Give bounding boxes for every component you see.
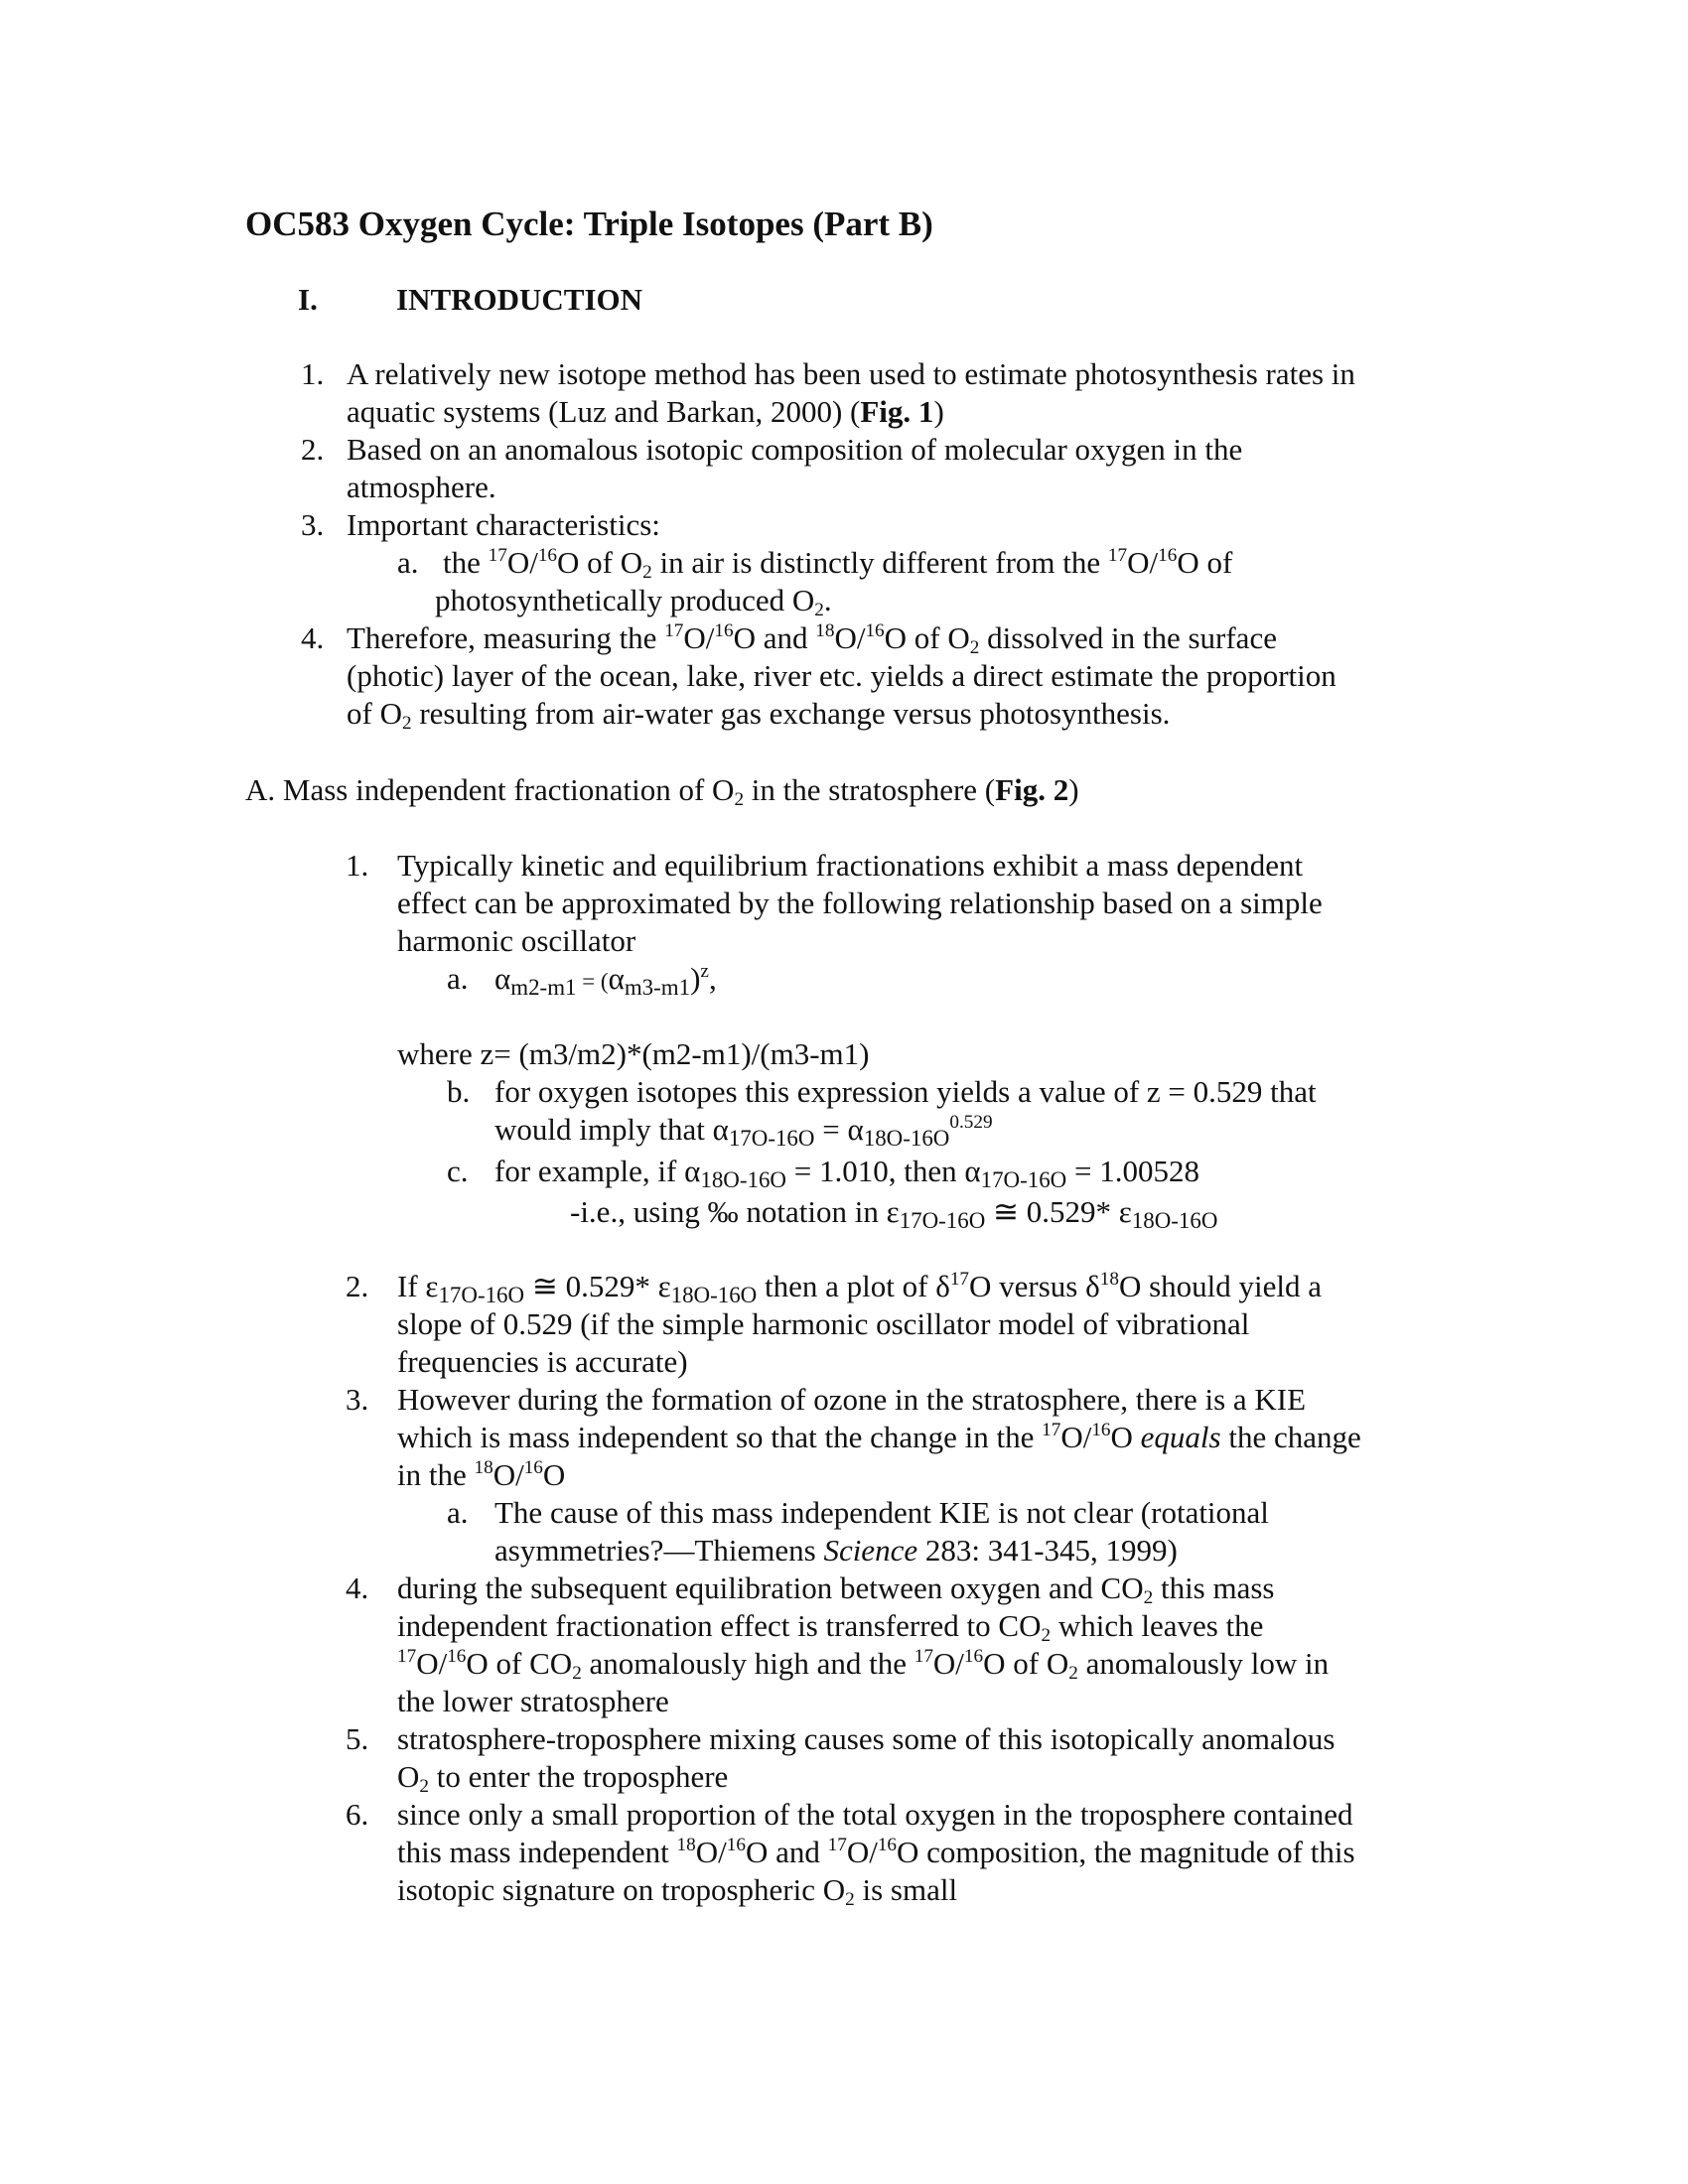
list-subitem: the $^{17}$O/$^{16}$O of $O_2$ in air is distinctly different from the $^{17}$O/$^{16}$O of photosynthetically produced $O_2$. (435, 545, 1233, 621)
list-letter: a. (447, 1495, 469, 1530)
equation-definition: where z= (m3/m2)*(m2-m1)/(m3-m1) (397, 1036, 870, 1071)
list-letter: b. (447, 1074, 471, 1109)
list-number: 2. (346, 1269, 369, 1303)
section-title: INTRODUCTION (396, 282, 643, 317)
list-item: stratosphere-troposphere mixing causes some of this isotopically anomalous $O_2$ to enter the troposphere (397, 1721, 1336, 1798)
list-item: However during the formation of ozone in the stratosphere, there is a KIE which is mass independent so that the change in the $^{17}$O/$^{16}$O equals the change in the $^{18}$O/$^{16}$O (397, 1382, 1361, 1492)
list-letter: a. (447, 961, 469, 996)
list-number: 2. (301, 432, 325, 467)
list-number: 4. (346, 1570, 369, 1605)
section-number: I. (298, 282, 318, 317)
list-item: Therefore, measuring the $^{17}$O/$^{16}$O and $^{18}$O/$^{16}$O of $O_2$ dissolved in the surface (photic) layer of the ocean, lake, river etc. yields a direct estimate the proportion of $O_2$ resulting from air-water gas exchange versus photosynthesis. (347, 620, 1336, 735)
list-subitem: for example, if $\alpha_{18O-16O} = 1.010$, then $\alpha_{17O-16O} = 1.00528$ -i.e., using ‰ notation in $\varepsilon_{17O-16O}$ ≅ 0.529* $\varepsilon_{18O-16O}$ (494, 1154, 1218, 1234)
list-number: 1. (346, 848, 369, 883)
list-number: 3. (346, 1382, 369, 1417)
list-item: Important characteristics: (347, 507, 660, 542)
list-item: Based on an anomalous isotopic composition of molecular oxygen in the atmosphere. (347, 432, 1243, 504)
subsection-heading: A. Mass independent fractionation of $O_2$ in the stratosphere (Fig. 2) (245, 772, 1079, 811)
list-letter: c. (447, 1154, 469, 1188)
list-subitem: for oxygen isotopes this expression yields a value of z = 0.529 that would imply that $\alpha_{17O-16O} = \alpha_{18O-16O}^{0.529}$ (494, 1074, 1317, 1152)
list-item: A relatively new isotope method has been used to estimate photosynthesis rates in aquatic systems (Luz and Barkan, 2000) (Fig. 1) (347, 356, 1355, 429)
list-number: 1. (301, 356, 325, 391)
equation: $\alpha_{m2-m1} = (\alpha_{m3-m1})^z$, (494, 961, 717, 1001)
list-letter: a. (397, 545, 419, 580)
list-subitem: The cause of this mass independent KIE is not clear (rotational asymmetries?—Thiemens Science 283: 341-345, 1999) (494, 1495, 1269, 1568)
list-item: Typically kinetic and equilibrium fractionations exhibit a mass dependent effect can be approximated by the following relationship based on a simple harmonic oscillator (397, 848, 1323, 958)
list-number: 5. (346, 1721, 369, 1756)
page-title: OC583 Oxygen Cycle: Triple Isotopes (Part B) (245, 205, 933, 243)
list-item: since only a small proportion of the total oxygen in the troposphere contained this mass independent $^{18}$O/$^{16}$O and $^{17}$O/$^{16}$O composition, the magnitude of this isotopic signature on tropospheric $O_2$ is small (397, 1797, 1355, 1911)
list-item: during the subsequent equilibration between oxygen and $CO_2$ this mass independent fractionation effect is transferred to $CO_2$ which leaves the $^{17}$O/$^{16}$O of $CO_2$ anomalously high and the $^{17}$O/$^{16}$O of $O_2$ anomalously low in the lower stratosphere (397, 1570, 1330, 1718)
list-number: 3. (301, 507, 325, 542)
list-number: 6. (346, 1797, 369, 1832)
list-item: If $\varepsilon_{17O-16O}$ ≅ 0.529* $\varepsilon_{18O-16O}$ then a plot of $\delta^{17}O$ versus $\delta^{18}O$ should yield a slope of 0.529 (if the simple harmonic oscillator model of vibrational frequencies is accurate) (397, 1269, 1322, 1379)
list-number: 4. (301, 620, 325, 655)
